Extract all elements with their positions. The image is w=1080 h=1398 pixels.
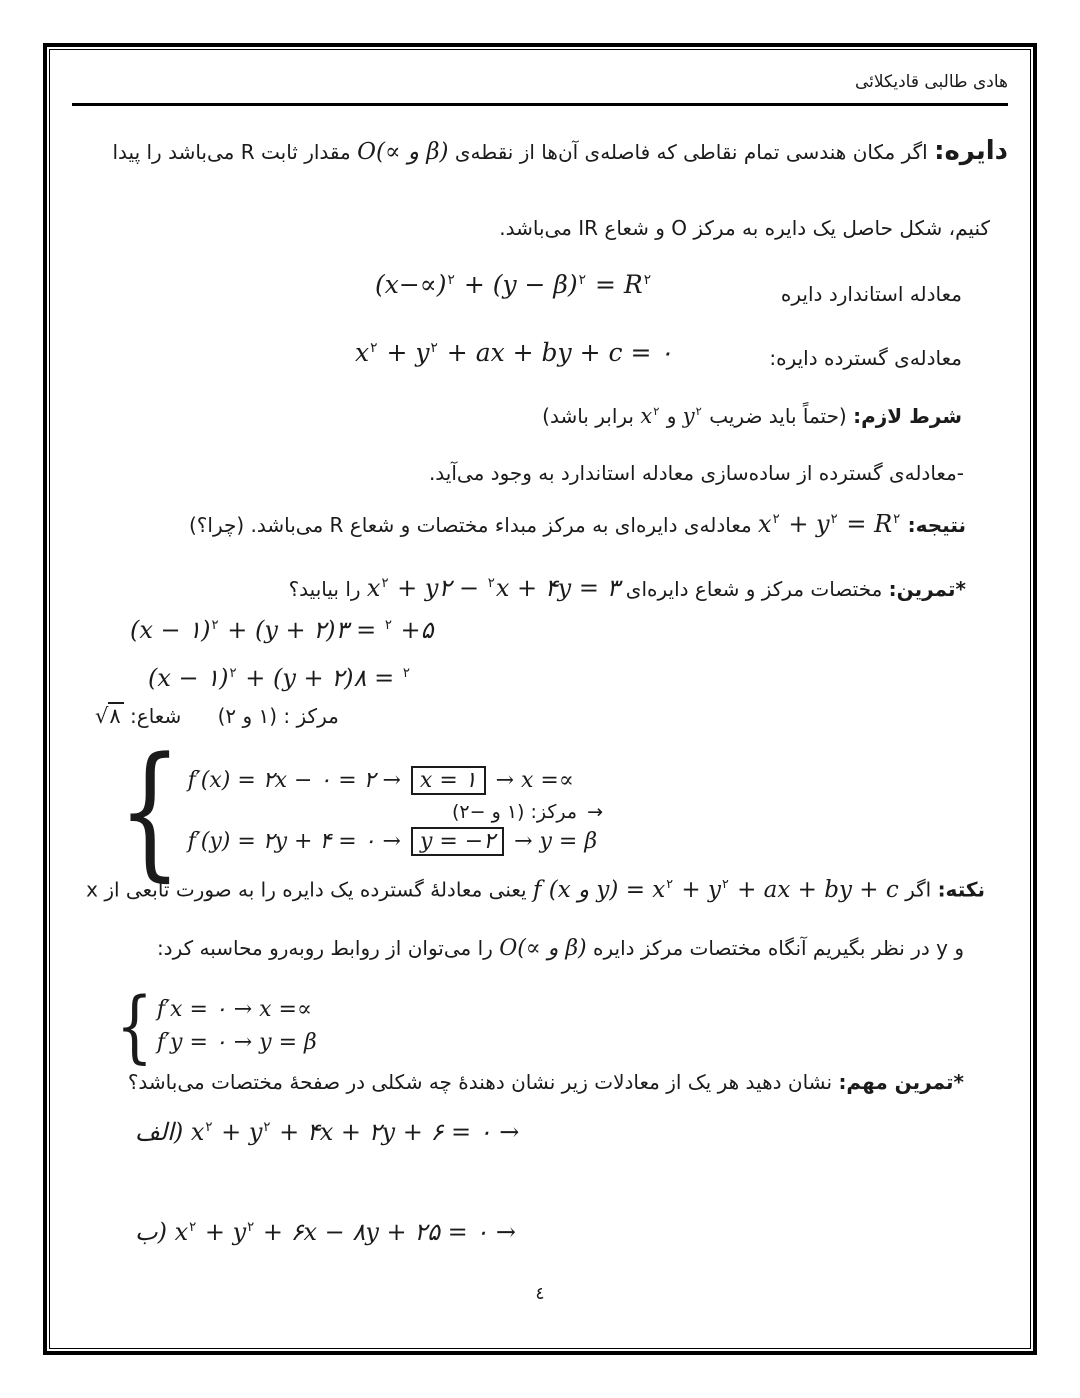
definition-line-2: کنیم، شکل حاصل یک دایره به مرکز O و شعاع IR می‌باشد. bbox=[499, 216, 990, 240]
note-text-a: اگر bbox=[898, 877, 938, 902]
center-radius-line bbox=[95, 704, 339, 728]
exercise-math: $x^٢ + y$ $^٢$ − ٢x + ۴y = ٣ bbox=[366, 574, 620, 602]
standard-equation-label: معادله استاندارد دایره bbox=[780, 282, 962, 306]
center-annotation bbox=[452, 801, 603, 823]
x-squared-math: $x^٢$ bbox=[640, 404, 660, 428]
derivative-y-line: f′(y) = ٢y + ۴ = ٠ → y = −٢ → y = β bbox=[187, 828, 598, 854]
result-line bbox=[189, 510, 966, 538]
work-step-1: (x − ١)$^٢$ + (y + ٢) $^٢$ = ٣ +۵ bbox=[130, 616, 434, 644]
note-line-1 bbox=[86, 876, 985, 903]
item-a-equation: الف) $x^٢ + y^٢$ + ۴x + ٢y + ۶ = ٠ → bbox=[135, 1118, 520, 1146]
condition-prefix: شرط لازم: bbox=[853, 404, 962, 428]
result-prefix: نتیجه: bbox=[907, 513, 966, 537]
page-border-inner bbox=[49, 49, 1031, 1349]
definition-text-b: مقدار ثابت R می‌باشد را پیدا bbox=[112, 140, 358, 164]
partial-y-line: f′y = ٠ → y = β bbox=[156, 1030, 317, 1055]
derivative-x-line: f′(x) = ٢x − ٢ = ٠ → x = ١ → x =∝ bbox=[187, 767, 574, 793]
author-name: هادی طالبی قادیکلائی bbox=[854, 72, 1008, 92]
radius-sqrt: √٨ bbox=[95, 704, 124, 728]
condition-text-b: برابر باشد) bbox=[542, 404, 641, 428]
partials-system bbox=[116, 980, 317, 1072]
note-line-2 bbox=[157, 936, 964, 961]
definition-text-a: اگر مکان هندسی تمام نقاطی که فاصله‌ی آن‌ها از نقطه‌ی bbox=[448, 140, 935, 164]
curly-brace-icon: { bbox=[116, 980, 153, 1072]
exercise-line bbox=[289, 574, 966, 602]
item-b-equation: ب) $x^٢ + y^٢$ + ۶x − ٨y + ٢۵ = ٠ → bbox=[135, 1218, 517, 1246]
curly-brace-icon: { bbox=[118, 725, 182, 896]
center-coords: (١ و ٢) bbox=[217, 704, 278, 728]
exercise-text-b: را بیابید؟ bbox=[288, 577, 367, 601]
header-rule bbox=[72, 103, 1008, 106]
radius-label: شعاع: bbox=[130, 704, 182, 728]
condition-line bbox=[542, 404, 962, 428]
result-text: معادله‌ی دایره‌ای به مرکز مبداء مختصات و شعاع R می‌باشد. (چرا؟) bbox=[188, 513, 759, 537]
origin-circle-math: $x^٢ + y^٢ = R^٢$ bbox=[758, 510, 901, 538]
condition-text-a: (حتماً باید ضریب bbox=[702, 404, 854, 428]
center-annotation-text: مرکز: (١ و −٢) bbox=[452, 801, 578, 823]
center-point-math-2: O(∝ و β) bbox=[499, 936, 587, 961]
condition-mid: و bbox=[660, 404, 683, 428]
important-exercise-prefix: *تمرین مهم: bbox=[838, 1070, 964, 1094]
expanded-equation: $x^٢ + y^٢$ + ax + by + c = ٠ bbox=[355, 338, 673, 367]
center-label: مرکز : bbox=[283, 704, 339, 728]
simplification-note: -معادله‌ی گسترده از ساده‌سازی معادله استاندارد به وجود می‌آید. bbox=[428, 461, 964, 485]
definition-term: دایره: bbox=[934, 136, 1008, 166]
definition-line-1 bbox=[112, 136, 1008, 166]
y-squared-math: $y^٢$ bbox=[682, 404, 702, 428]
standard-equation: $(x-\propto)^٢ + (y - \beta)^٢ = R^٢$ bbox=[375, 270, 652, 299]
note2-text-a: و y در نظر بگیریم آنگاه مختصات مرکز دایره bbox=[586, 936, 964, 960]
page-number: ٤ bbox=[535, 1284, 545, 1304]
expanded-equation-label: معادله‌ی گسترده دایره: bbox=[769, 346, 962, 370]
note-prefix: نکته: bbox=[937, 877, 985, 902]
right-arrow-icon: → bbox=[587, 801, 604, 823]
work-step-2: (x − ١)$^٢$ + (y + ٢) $^٢$ = ٨ bbox=[148, 664, 410, 692]
important-exercise-line bbox=[128, 1070, 964, 1094]
partial-x-line: f′x = ٠ → x =∝ bbox=[156, 997, 312, 1022]
exercise-prefix: *تمرین: bbox=[888, 577, 966, 601]
note-text-b: یعنی معادلۀ گسترده یک دایره را به صورت تابعی از x bbox=[86, 877, 533, 902]
important-exercise-text: نشان دهید هر یک از معادلات زیر نشان دهندۀ چه شکلی در صفحۀ مختصات می‌باشد؟ bbox=[127, 1070, 839, 1094]
center-point-math: O(∝ و β) bbox=[357, 139, 449, 165]
note2-text-b: را می‌توان از روابط روبه‌رو محاسبه کرد: bbox=[156, 936, 500, 960]
function-math: f (x و $y) = x^٢ + y^٢$ + ax + by + c bbox=[532, 876, 899, 903]
exercise-text-a: مختصات مرکز و شعاع دایره‌ای bbox=[619, 577, 889, 601]
